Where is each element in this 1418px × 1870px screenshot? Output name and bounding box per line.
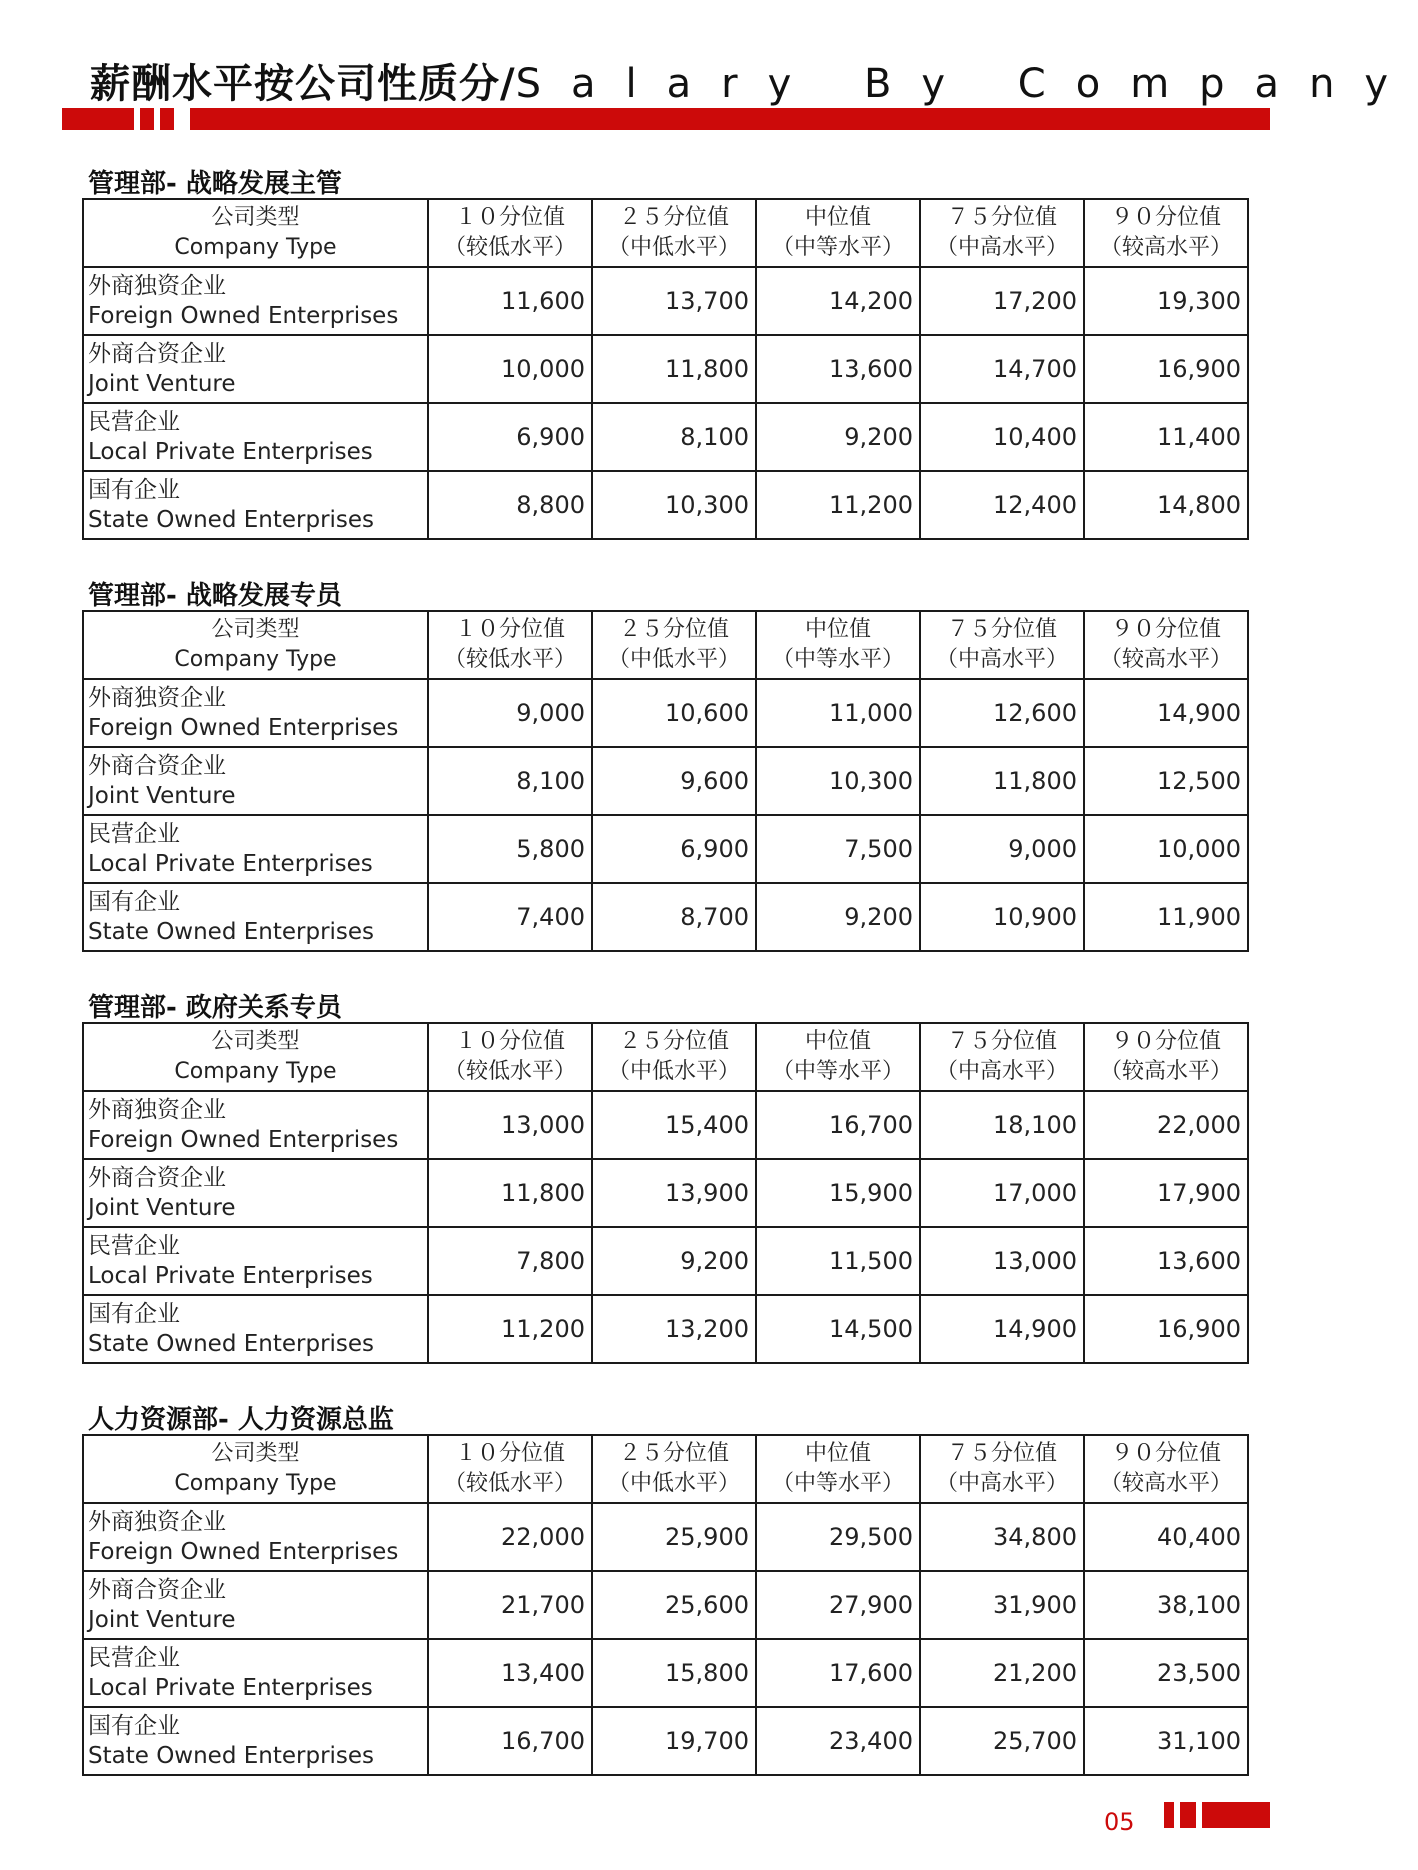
salary-value-cell: 21,700 bbox=[428, 1571, 592, 1639]
company-type-header-en: Company Type bbox=[174, 1471, 337, 1496]
salary-value-cell: 9,200 bbox=[756, 403, 920, 471]
salary-value-cell: 13,000 bbox=[920, 1227, 1084, 1295]
salary-value-cell: 13,600 bbox=[1084, 1227, 1248, 1295]
salary-value-cell: 11,200 bbox=[428, 1295, 592, 1363]
company-type-cell bbox=[83, 1571, 428, 1639]
salary-value-cell: 8,100 bbox=[428, 747, 592, 815]
company-type-en: Foreign Owned Enterprises bbox=[88, 303, 399, 329]
percentile-header-p90 bbox=[1084, 1435, 1248, 1503]
salary-value-cell: 11,000 bbox=[756, 679, 920, 747]
footer-rule-block bbox=[1164, 1802, 1174, 1828]
salary-value-cell: 16,700 bbox=[428, 1707, 592, 1775]
salary-value-cell: 7,400 bbox=[428, 883, 592, 951]
salary-value-cell: 22,000 bbox=[428, 1503, 592, 1571]
percentile-header-p90 bbox=[1084, 611, 1248, 679]
percentile-header-level: （较高水平） bbox=[1099, 647, 1232, 672]
page-title-cn: 薪酬水平按公司性质分/ bbox=[90, 61, 516, 107]
percentile-header-label: ２５分位值 bbox=[618, 617, 729, 642]
salary-table bbox=[82, 1022, 1249, 1364]
company-type-en: Local Private Enterprises bbox=[88, 1675, 373, 1701]
percentile-header-level: （较低水平） bbox=[443, 647, 576, 672]
salary-value-cell: 31,900 bbox=[920, 1571, 1084, 1639]
salary-value-cell: 17,600 bbox=[756, 1639, 920, 1707]
company-type-header-cn: 公司类型 bbox=[211, 205, 300, 230]
salary-value-cell: 13,600 bbox=[756, 335, 920, 403]
company-type-cn: 国有企业 bbox=[88, 477, 180, 503]
salary-value-cell: 23,500 bbox=[1084, 1639, 1248, 1707]
salary-value-cell: 6,900 bbox=[428, 403, 592, 471]
table-row bbox=[83, 1707, 1248, 1775]
company-type-header-en: Company Type bbox=[174, 647, 337, 672]
salary-value-cell: 9,600 bbox=[592, 747, 756, 815]
percentile-header-label: ９０分位值 bbox=[1110, 617, 1221, 642]
footer-rule-block bbox=[1180, 1802, 1196, 1828]
salary-value-cell: 21,200 bbox=[920, 1639, 1084, 1707]
page-title bbox=[90, 52, 1418, 109]
percentile-header-p10 bbox=[428, 611, 592, 679]
table-header-row bbox=[83, 611, 1248, 679]
company-type-en: Joint Venture bbox=[88, 1195, 236, 1221]
percentile-header-p50 bbox=[756, 1023, 920, 1091]
company-type-en: Joint Venture bbox=[88, 371, 236, 397]
percentile-header-level: （较低水平） bbox=[443, 235, 576, 260]
salary-value-cell: 15,900 bbox=[756, 1159, 920, 1227]
salary-table bbox=[82, 1434, 1249, 1776]
header-rule-block bbox=[160, 108, 174, 130]
percentile-header-level: （中高水平） bbox=[935, 235, 1068, 260]
salary-value-cell: 14,900 bbox=[1084, 679, 1248, 747]
company-type-cn: 外商合资企业 bbox=[88, 753, 226, 779]
company-type-cell bbox=[83, 1159, 428, 1227]
company-type-header bbox=[83, 1023, 428, 1091]
percentile-header-level: （较高水平） bbox=[1099, 1471, 1232, 1496]
percentile-header-label: ７５分位值 bbox=[946, 205, 1057, 230]
percentile-header-p25 bbox=[592, 611, 756, 679]
table-row bbox=[83, 267, 1248, 335]
percentile-header-label: ７５分位值 bbox=[946, 1029, 1057, 1054]
percentile-header-level: （中低水平） bbox=[607, 1059, 740, 1084]
company-type-cn: 外商合资企业 bbox=[88, 341, 226, 367]
company-type-cn: 外商独资企业 bbox=[88, 1509, 226, 1535]
table-row bbox=[83, 1295, 1248, 1363]
company-type-en: Local Private Enterprises bbox=[88, 439, 373, 465]
salary-value-cell: 11,200 bbox=[756, 471, 920, 539]
company-type-en: State Owned Enterprises bbox=[88, 507, 375, 533]
percentile-header-label: 中位值 bbox=[804, 1441, 871, 1466]
percentile-header-level: （中等水平） bbox=[771, 1059, 904, 1084]
salary-value-cell: 29,500 bbox=[756, 1503, 920, 1571]
company-type-header-en: Company Type bbox=[174, 1059, 337, 1084]
salary-value-cell: 19,700 bbox=[592, 1707, 756, 1775]
salary-value-cell: 12,500 bbox=[1084, 747, 1248, 815]
percentile-header-p50 bbox=[756, 199, 920, 267]
company-type-cell bbox=[83, 815, 428, 883]
percentile-header-label: ７５分位值 bbox=[946, 617, 1057, 642]
percentile-header-level: （较低水平） bbox=[443, 1471, 576, 1496]
salary-value-cell: 13,700 bbox=[592, 267, 756, 335]
page-number: 05 bbox=[1104, 1808, 1135, 1836]
salary-value-cell: 8,100 bbox=[592, 403, 756, 471]
percentile-header-label: ９０分位值 bbox=[1110, 205, 1221, 230]
salary-value-cell: 15,400 bbox=[592, 1091, 756, 1159]
table-row bbox=[83, 883, 1248, 951]
section-title: 管理部- 战略发展主管 bbox=[88, 169, 342, 199]
company-type-cn: 外商独资企业 bbox=[88, 685, 226, 711]
company-type-en: Joint Venture bbox=[88, 783, 236, 809]
percentile-header-label: ７５分位值 bbox=[946, 1441, 1057, 1466]
salary-value-cell: 18,100 bbox=[920, 1091, 1084, 1159]
salary-value-cell: 9,000 bbox=[920, 815, 1084, 883]
table-row bbox=[83, 1159, 1248, 1227]
salary-value-cell: 22,000 bbox=[1084, 1091, 1248, 1159]
salary-value-cell: 12,600 bbox=[920, 679, 1084, 747]
company-type-cn: 国有企业 bbox=[88, 1713, 180, 1739]
salary-value-cell: 17,200 bbox=[920, 267, 1084, 335]
percentile-header-label: １０分位值 bbox=[454, 205, 565, 230]
table-row bbox=[83, 1639, 1248, 1707]
salary-value-cell: 16,900 bbox=[1084, 335, 1248, 403]
company-type-en: State Owned Enterprises bbox=[88, 919, 375, 945]
table-row bbox=[83, 335, 1248, 403]
table-row bbox=[83, 471, 1248, 539]
salary-value-cell: 11,900 bbox=[1084, 883, 1248, 951]
salary-value-cell: 8,800 bbox=[428, 471, 592, 539]
company-type-en: Foreign Owned Enterprises bbox=[88, 715, 399, 741]
company-type-cell bbox=[83, 679, 428, 747]
salary-value-cell: 14,500 bbox=[756, 1295, 920, 1363]
percentile-header-p10 bbox=[428, 1023, 592, 1091]
company-type-cell bbox=[83, 1295, 428, 1363]
header-rule-block bbox=[140, 108, 154, 130]
percentile-header-label: 中位值 bbox=[804, 617, 871, 642]
percentile-header-p25 bbox=[592, 1023, 756, 1091]
salary-value-cell: 9,000 bbox=[428, 679, 592, 747]
salary-value-cell: 11,400 bbox=[1084, 403, 1248, 471]
salary-value-cell: 10,300 bbox=[592, 471, 756, 539]
salary-value-cell: 9,200 bbox=[592, 1227, 756, 1295]
salary-value-cell: 14,200 bbox=[756, 267, 920, 335]
company-type-header-cn: 公司类型 bbox=[211, 1029, 300, 1054]
salary-value-cell: 10,000 bbox=[1084, 815, 1248, 883]
company-type-cn: 国有企业 bbox=[88, 1301, 180, 1327]
salary-value-cell: 13,200 bbox=[592, 1295, 756, 1363]
percentile-header-label: ２５分位值 bbox=[618, 1029, 729, 1054]
salary-value-cell: 16,900 bbox=[1084, 1295, 1248, 1363]
salary-value-cell: 10,900 bbox=[920, 883, 1084, 951]
company-type-cell bbox=[83, 267, 428, 335]
salary-value-cell: 31,100 bbox=[1084, 1707, 1248, 1775]
company-type-cn: 民营企业 bbox=[88, 821, 180, 847]
salary-value-cell: 8,700 bbox=[592, 883, 756, 951]
percentile-header-p50 bbox=[756, 611, 920, 679]
percentile-header-level: （较低水平） bbox=[443, 1059, 576, 1084]
percentile-header-level: （中等水平） bbox=[771, 647, 904, 672]
company-type-cell bbox=[83, 1227, 428, 1295]
salary-value-cell: 12,400 bbox=[920, 471, 1084, 539]
percentile-header-p90 bbox=[1084, 1023, 1248, 1091]
percentile-header-p75 bbox=[920, 611, 1084, 679]
percentile-header-level: （中高水平） bbox=[935, 1059, 1068, 1084]
salary-value-cell: 19,300 bbox=[1084, 267, 1248, 335]
salary-value-cell: 13,400 bbox=[428, 1639, 592, 1707]
company-type-cell bbox=[83, 1707, 428, 1775]
percentile-header-level: （中低水平） bbox=[607, 647, 740, 672]
salary-value-cell: 25,600 bbox=[592, 1571, 756, 1639]
percentile-header-label: １０分位值 bbox=[454, 617, 565, 642]
percentile-header-label: １０分位值 bbox=[454, 1441, 565, 1466]
salary-value-cell: 13,900 bbox=[592, 1159, 756, 1227]
percentile-header-level: （中高水平） bbox=[935, 647, 1068, 672]
table-row bbox=[83, 747, 1248, 815]
salary-value-cell: 25,900 bbox=[592, 1503, 756, 1571]
company-type-header-cn: 公司类型 bbox=[211, 1441, 300, 1466]
salary-value-cell: 38,100 bbox=[1084, 1571, 1248, 1639]
salary-value-cell: 10,400 bbox=[920, 403, 1084, 471]
salary-value-cell: 11,500 bbox=[756, 1227, 920, 1295]
percentile-header-p10 bbox=[428, 199, 592, 267]
table-row bbox=[83, 815, 1248, 883]
salary-value-cell: 10,000 bbox=[428, 335, 592, 403]
company-type-header bbox=[83, 1435, 428, 1503]
company-type-cell bbox=[83, 883, 428, 951]
percentile-header-label: ２５分位值 bbox=[618, 1441, 729, 1466]
percentile-header-p10 bbox=[428, 1435, 592, 1503]
salary-value-cell: 10,300 bbox=[756, 747, 920, 815]
percentile-header-level: （中高水平） bbox=[935, 1471, 1068, 1496]
section-title: 人力资源部- 人力资源总监 bbox=[88, 1405, 394, 1435]
percentile-header-level: （较高水平） bbox=[1099, 1059, 1232, 1084]
company-type-cell bbox=[83, 1091, 428, 1159]
salary-value-cell: 14,700 bbox=[920, 335, 1084, 403]
company-type-cn: 民营企业 bbox=[88, 1233, 180, 1259]
footer-rule-bar bbox=[1202, 1802, 1270, 1828]
percentile-header-label: ９０分位值 bbox=[1110, 1029, 1221, 1054]
company-type-cn: 民营企业 bbox=[88, 1645, 180, 1671]
percentile-header-label: ９０分位值 bbox=[1110, 1441, 1221, 1466]
company-type-cell bbox=[83, 471, 428, 539]
company-type-cell bbox=[83, 747, 428, 815]
percentile-header-p25 bbox=[592, 199, 756, 267]
company-type-en: State Owned Enterprises bbox=[88, 1331, 375, 1357]
salary-value-cell: 11,800 bbox=[920, 747, 1084, 815]
company-type-en: State Owned Enterprises bbox=[88, 1743, 375, 1769]
salary-value-cell: 10,600 bbox=[592, 679, 756, 747]
percentile-header-p25 bbox=[592, 1435, 756, 1503]
percentile-header-level: （较高水平） bbox=[1099, 235, 1232, 260]
percentile-header-level: （中等水平） bbox=[771, 235, 904, 260]
percentile-header-p75 bbox=[920, 1023, 1084, 1091]
company-type-cell bbox=[83, 1639, 428, 1707]
section-title: 管理部- 战略发展专员 bbox=[88, 581, 342, 611]
section-title: 管理部- 政府关系专员 bbox=[88, 993, 342, 1023]
percentile-header-p50 bbox=[756, 1435, 920, 1503]
table-header-row bbox=[83, 1435, 1248, 1503]
company-type-header bbox=[83, 199, 428, 267]
salary-value-cell: 11,800 bbox=[428, 1159, 592, 1227]
table-row bbox=[83, 403, 1248, 471]
company-type-en: Local Private Enterprises bbox=[88, 851, 373, 877]
salary-value-cell: 23,400 bbox=[756, 1707, 920, 1775]
company-type-cn: 国有企业 bbox=[88, 889, 180, 915]
company-type-header-cn: 公司类型 bbox=[211, 617, 300, 642]
company-type-en: Local Private Enterprises bbox=[88, 1263, 373, 1289]
company-type-cn: 外商合资企业 bbox=[88, 1165, 226, 1191]
percentile-header-label: 中位值 bbox=[804, 1029, 871, 1054]
table-row bbox=[83, 1571, 1248, 1639]
percentile-header-label: ２５分位值 bbox=[618, 205, 729, 230]
table-header-row bbox=[83, 1023, 1248, 1091]
percentile-header-label: 中位值 bbox=[804, 205, 871, 230]
salary-value-cell: 14,800 bbox=[1084, 471, 1248, 539]
salary-value-cell: 25,700 bbox=[920, 1707, 1084, 1775]
company-type-cn: 外商独资企业 bbox=[88, 273, 226, 299]
salary-value-cell: 16,700 bbox=[756, 1091, 920, 1159]
percentile-header-level: （中低水平） bbox=[607, 1471, 740, 1496]
salary-value-cell: 34,800 bbox=[920, 1503, 1084, 1571]
header-rule-block bbox=[62, 108, 134, 130]
company-type-cn: 外商合资企业 bbox=[88, 1577, 226, 1603]
table-row bbox=[83, 679, 1248, 747]
salary-value-cell: 9,200 bbox=[756, 883, 920, 951]
table-row bbox=[83, 1503, 1248, 1571]
percentile-header-p75 bbox=[920, 199, 1084, 267]
table-row bbox=[83, 1227, 1248, 1295]
company-type-en: Foreign Owned Enterprises bbox=[88, 1539, 399, 1565]
company-type-en: Joint Venture bbox=[88, 1607, 236, 1633]
percentile-header-label: １０分位值 bbox=[454, 1029, 565, 1054]
table-header-row bbox=[83, 199, 1248, 267]
salary-value-cell: 14,900 bbox=[920, 1295, 1084, 1363]
page-title-en: Salary By Company bbox=[515, 61, 1418, 107]
salary-value-cell: 13,000 bbox=[428, 1091, 592, 1159]
company-type-cn: 民营企业 bbox=[88, 409, 180, 435]
company-type-cell bbox=[83, 335, 428, 403]
salary-value-cell: 40,400 bbox=[1084, 1503, 1248, 1571]
salary-value-cell: 6,900 bbox=[592, 815, 756, 883]
percentile-header-p90 bbox=[1084, 199, 1248, 267]
salary-table bbox=[82, 198, 1249, 540]
salary-value-cell: 11,600 bbox=[428, 267, 592, 335]
company-type-cell bbox=[83, 1503, 428, 1571]
company-type-header bbox=[83, 611, 428, 679]
salary-value-cell: 11,800 bbox=[592, 335, 756, 403]
salary-value-cell: 7,800 bbox=[428, 1227, 592, 1295]
salary-value-cell: 7,500 bbox=[756, 815, 920, 883]
company-type-header-en: Company Type bbox=[174, 235, 337, 260]
salary-table bbox=[82, 610, 1249, 952]
percentile-header-level: （中低水平） bbox=[607, 235, 740, 260]
salary-value-cell: 17,000 bbox=[920, 1159, 1084, 1227]
company-type-en: Foreign Owned Enterprises bbox=[88, 1127, 399, 1153]
salary-value-cell: 5,800 bbox=[428, 815, 592, 883]
percentile-header-p75 bbox=[920, 1435, 1084, 1503]
percentile-header-level: （中等水平） bbox=[771, 1471, 904, 1496]
company-type-cn: 外商独资企业 bbox=[88, 1097, 226, 1123]
salary-value-cell: 17,900 bbox=[1084, 1159, 1248, 1227]
company-type-cell bbox=[83, 403, 428, 471]
header-rule-bar bbox=[190, 108, 1270, 130]
salary-value-cell: 15,800 bbox=[592, 1639, 756, 1707]
salary-value-cell: 27,900 bbox=[756, 1571, 920, 1639]
table-row bbox=[83, 1091, 1248, 1159]
